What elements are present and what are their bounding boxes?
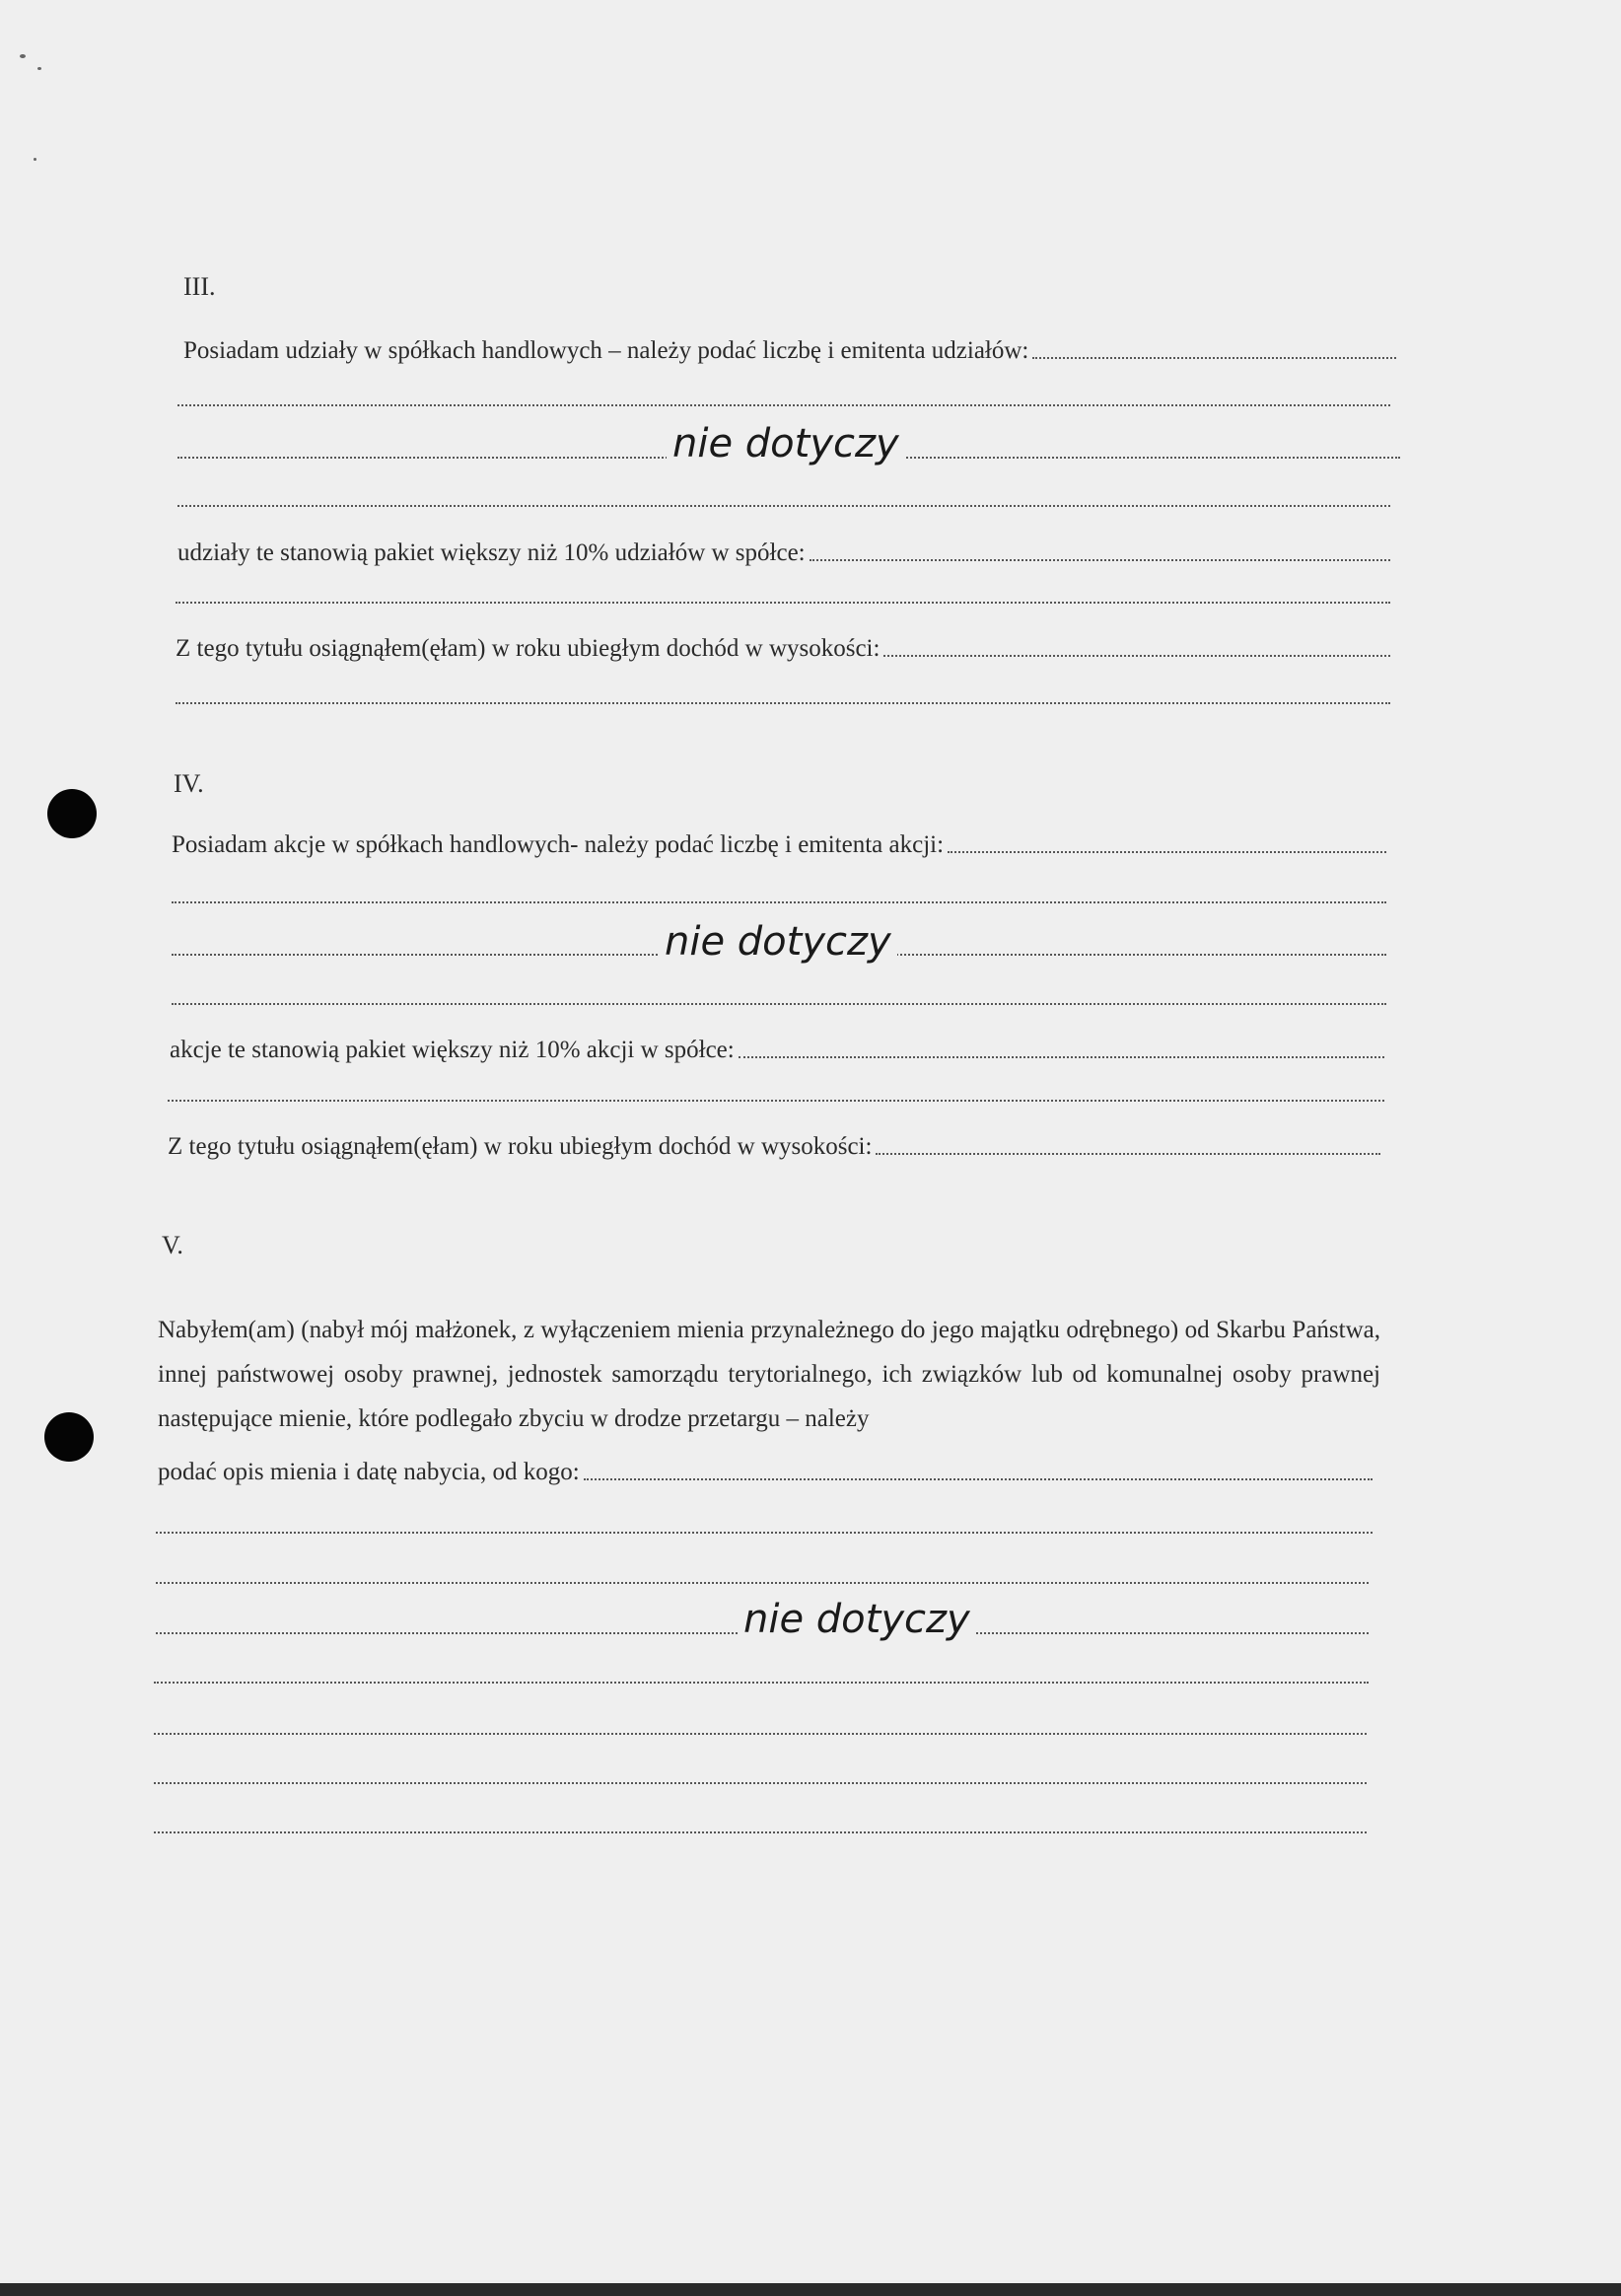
section-5-last-line: podać opis mienia i datę nabycia, od kogo:	[158, 1459, 580, 1485]
answer-line	[156, 1532, 1373, 1534]
answer-line	[177, 505, 1390, 507]
section-5-last-line-row	[158, 1458, 1373, 1487]
scan-speck	[20, 54, 26, 58]
section-4-income-label: Z tego tytułu osiągnąłem(ęłam) w roku ubiegłym dochód w wysokości:	[168, 1133, 873, 1160]
scan-speck	[37, 67, 41, 70]
answer-line	[154, 1733, 1367, 1735]
answer-line	[739, 1056, 1384, 1058]
section-5-paragraph: Nabyłem(am) (nabył mój małżonek, z wyłączeniem mienia przynależnego do jego majątku odrębnego) od Skarbu Państwa, innej państwowej osoby prawnej, jednostek samorządu terytorialnego, ich związków lub od komunalnej osoby prawnej następujące mienie, które podlegało zbyciu w drodze przetargu – należy	[158, 1317, 1380, 1432]
answer-line	[154, 1782, 1367, 1784]
section-3-shares-row	[183, 336, 1396, 366]
section-4-packet-label: akcje te stanowią pakiet większy niż 10% akcji w spółce:	[170, 1037, 735, 1063]
answer-line	[172, 901, 1386, 903]
answer-line	[154, 1831, 1367, 1833]
answer-line	[948, 851, 1386, 853]
section-4-heading: IV.	[174, 769, 204, 798]
answer-line	[810, 559, 1390, 561]
section-4-handwritten-answer: nie dotyczy	[659, 922, 897, 962]
answer-line	[172, 1003, 1386, 1005]
answer-line	[176, 602, 1390, 604]
section-5-heading: V.	[162, 1231, 183, 1259]
answer-line	[883, 655, 1390, 657]
section-3-income-label: Z tego tytułu osiągnąłem(ęłam) w roku ubiegłym dochód w wysokości:	[176, 635, 881, 662]
section-4-income-row	[168, 1132, 1380, 1162]
scan-speck	[34, 158, 36, 161]
answer-line	[584, 1478, 1373, 1480]
section-3-packet-row	[177, 538, 1390, 568]
section-3-heading: III.	[183, 272, 216, 301]
answer-line	[1032, 357, 1396, 359]
section-3-shares-label: Posiadam udziały w spółkach handlowych – należy podać liczbę i emitenta udziałów:	[183, 337, 1029, 364]
answer-line	[168, 1100, 1384, 1102]
section-5-handwritten-answer: nie dotyczy	[738, 1600, 976, 1639]
section-4-shares-label: Posiadam akcje w spółkach handlowych- należy podać liczbę i emitenta akcji:	[172, 831, 945, 858]
section-4-shares-row	[172, 830, 1386, 860]
answer-line	[176, 702, 1390, 704]
answer-line	[154, 1682, 1369, 1684]
scanner-edge	[0, 2283, 1621, 2296]
section-3-packet-label: udziały te stanowią pakiet większy niż 10% udziałów w spółce:	[177, 539, 806, 566]
section-3-income-row	[176, 634, 1390, 664]
section-3-handwritten-answer: nie dotyczy	[667, 424, 905, 464]
answer-line	[156, 1582, 1369, 1584]
punch-hole	[44, 1412, 94, 1462]
answer-line	[177, 404, 1390, 406]
answer-line	[876, 1153, 1380, 1155]
punch-hole	[47, 789, 97, 838]
section-4-packet-row	[170, 1036, 1384, 1065]
